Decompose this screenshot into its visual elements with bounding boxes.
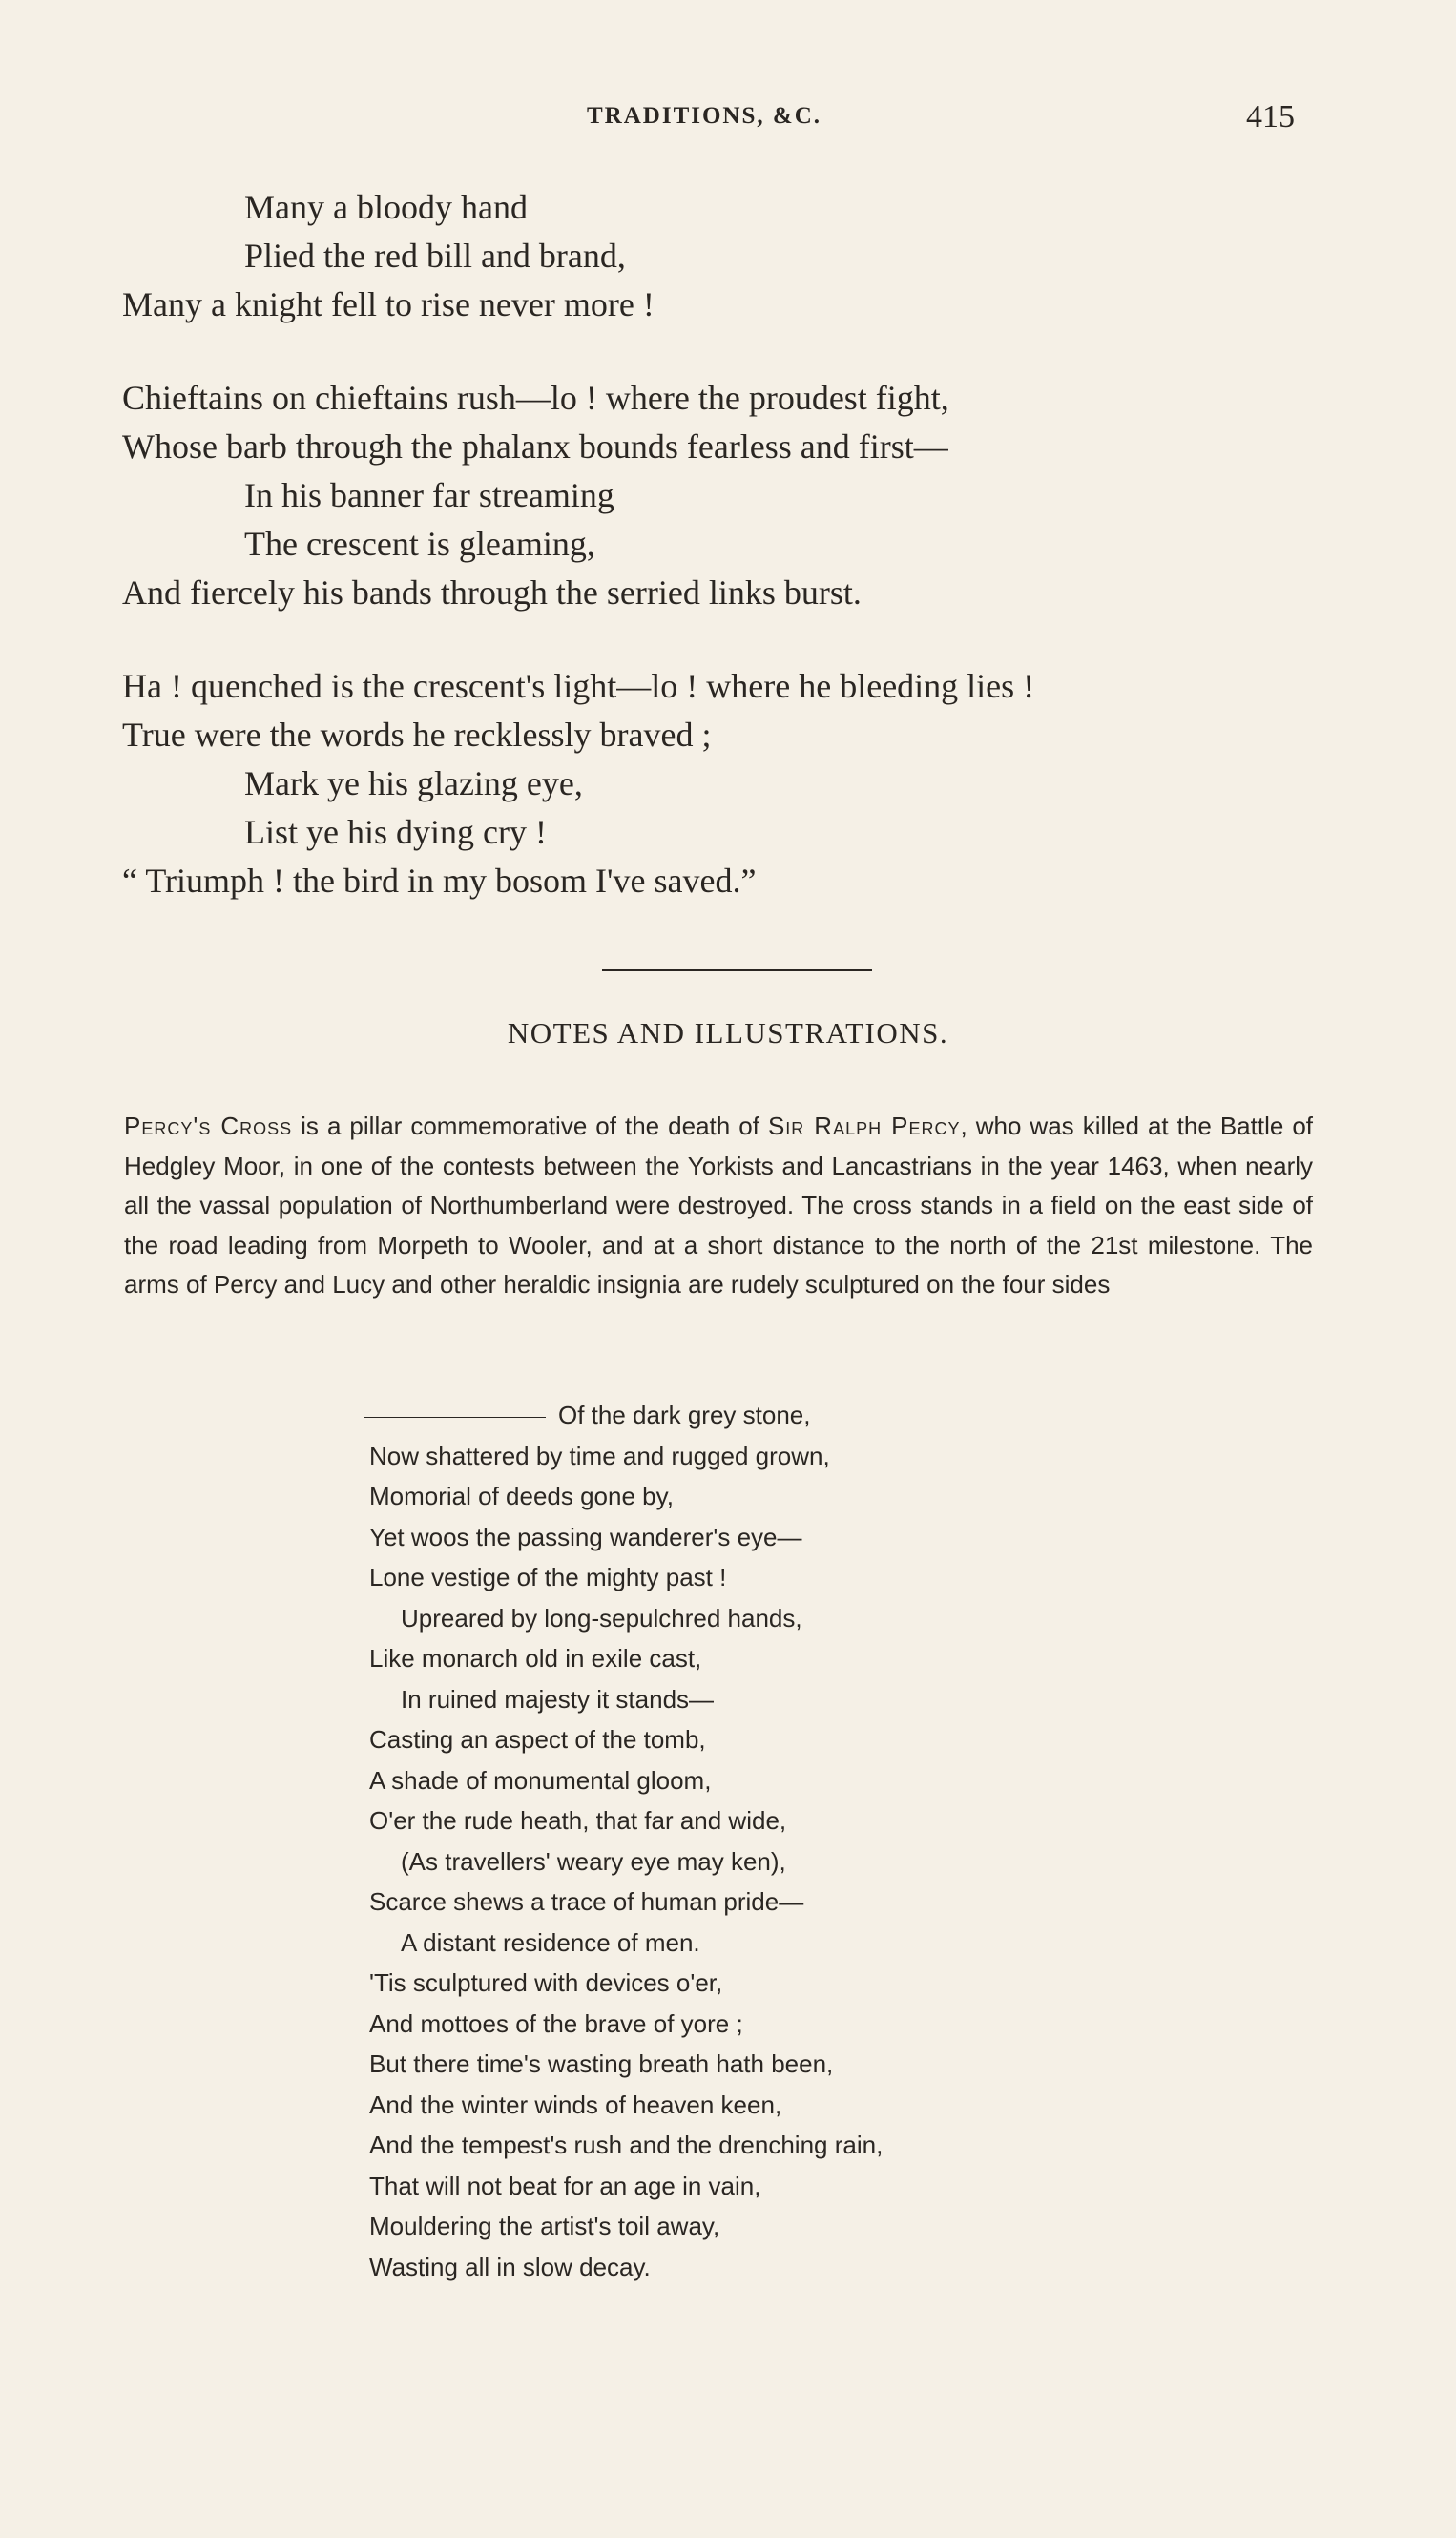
- section-divider: [602, 969, 872, 971]
- verse-line: And mottoes of the brave of yore ;: [369, 2008, 743, 2038]
- verse-line-text: Of the dark grey stone,: [558, 1401, 811, 1429]
- verse-line: Upreared by long-sepulchred hands,: [401, 1603, 802, 1633]
- poem-line: Many a knight fell to rise never more !: [122, 285, 655, 323]
- note-verse: [369, 1395, 1228, 2287]
- verse-line: In ruined majesty it stands—: [401, 1684, 715, 1714]
- verse-line: [365, 1395, 1224, 1436]
- verse-line: But there time's wasting breath hath been,: [369, 2049, 834, 2078]
- person-name: Sir Ralph Percy: [767, 1112, 961, 1140]
- verse-line: That will not beat for an age in vain,: [369, 2171, 761, 2200]
- poem: [122, 183, 1353, 950]
- poem-line: “ Triumph ! the bird in my bosom I've saved.”: [122, 862, 757, 900]
- poem-line: Mark ye his glazing eye,: [244, 764, 583, 802]
- verse-line: Mouldering the artist's toil away,: [369, 2212, 720, 2240]
- poem-line: Plied the red bill and brand,: [244, 237, 626, 275]
- verse-line: Casting an aspect of the tomb,: [369, 1725, 706, 1754]
- lead-term: Percy's Cross: [124, 1112, 293, 1140]
- verse-line: Lone vestige of the mighty past !: [369, 1563, 727, 1591]
- poem-line: Ha ! quenched is the crescent's light—lo ! where he bleeding lies !: [122, 667, 1035, 705]
- poem-line: The crescent is gleaming,: [244, 525, 595, 563]
- verse-line: 'Tis sculptured with devices o'er,: [369, 1968, 723, 1997]
- verse-line: (As travellers' weary eye may ken),: [401, 1846, 786, 1876]
- poem-line: And fiercely his bands through the serried links burst.: [122, 573, 862, 612]
- running-head: TRADITIONS, &C.: [587, 103, 822, 129]
- note-text: is a pillar commemorative of the death of: [292, 1112, 768, 1140]
- poem-line: Chieftains on chieftains rush—lo ! where the proudest fight,: [122, 379, 949, 417]
- poem-line: Whose barb through the phalanx bounds fearless and first—: [122, 427, 948, 466]
- verse-line: Yet woos the passing wanderer's eye—: [369, 1522, 802, 1551]
- poem-line: Many a bloody hand: [244, 188, 528, 226]
- poem-line: In his banner far streaming: [244, 476, 614, 514]
- verse-line: Wasting all in slow decay.: [369, 2252, 651, 2281]
- poem-line: List ye his dying cry !: [244, 813, 547, 851]
- verse-line: A shade of monumental gloom,: [369, 1765, 712, 1795]
- verse-line: O'er the rude heath, that far and wide,: [369, 1806, 787, 1835]
- page-number: 415: [1246, 99, 1295, 135]
- note-text: , who was killed at the Battle of Hedgley Moor, in one of the contests between the Yorkists and Lancastrians in the year 1463, when nearly all the vassal population of Northumberland were destroyed. The cross stands in a field on the east side of the road leading from Morpeth to Wooler, and at a short distance to the north of the 21st milestone. The arms of Percy and Lucy and other heraldic insignia are rudely sculptured on the four sides: [124, 1112, 1314, 1299]
- notes-heading: NOTES AND ILLUSTRATIONS.: [507, 1016, 949, 1050]
- verse-line: Scarce shews a trace of human pride—: [369, 1887, 804, 1916]
- verse-line: Momorial of deeds gone by,: [369, 1482, 674, 1510]
- verse-line: Now shattered by time and rugged grown,: [369, 1441, 830, 1470]
- poem-line: True were the words he recklessly braved ;: [122, 716, 712, 754]
- stanza: [122, 183, 1353, 329]
- stanza: [122, 662, 1353, 905]
- note-paragraph: [124, 1107, 1313, 1305]
- lead-dash: [364, 1417, 546, 1418]
- verse-line: A distant residence of men.: [401, 1927, 700, 1957]
- verse-line: And the tempest's rush and the drenching rain,: [369, 2131, 884, 2159]
- stanza: [122, 374, 1353, 617]
- verse-line: Like monarch old in exile cast,: [369, 1644, 702, 1673]
- verse-line: And the winter winds of heaven keen,: [369, 2090, 782, 2119]
